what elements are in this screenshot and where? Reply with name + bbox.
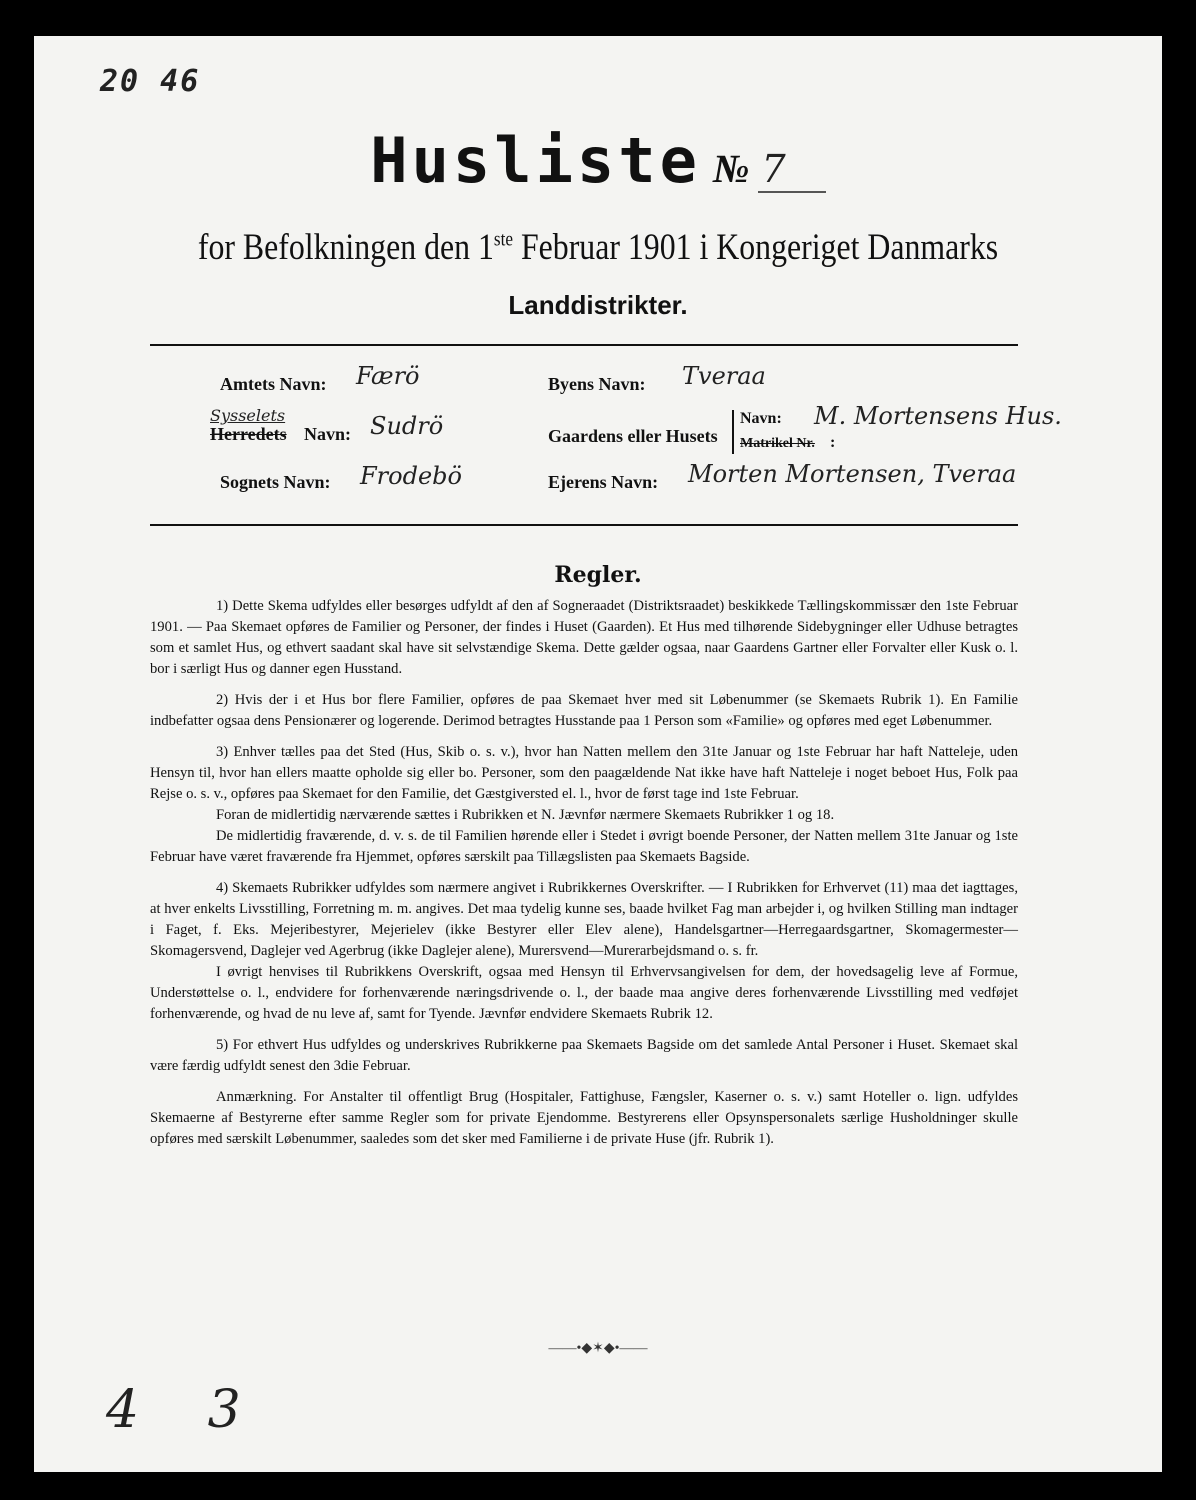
herred-label-struck: Herredets — [210, 424, 287, 444]
form-title — [34, 124, 1162, 197]
top-divider — [150, 344, 1018, 346]
number-sign: № — [712, 146, 750, 191]
sogn-label: Sognets Navn: — [220, 472, 331, 492]
landdistrikter-heading: Landdistrikter. — [508, 290, 688, 320]
remark: Anmærkning. For Anstalter til offentligt Brug (Hospitaler, Fattighuse, Fængsler, Kaserner o. s. v.) samt Hoteller o. lign. udfyldes Skemaerne af Bestyrerne efter samme Regler som for private Ejendomme. Bestyrerens eller Opsynspersonalets særlige Husholdninger skulle opføres med særskilt Løbenummer, saaledes som det sker med Familierne i de private Huse (jfr. Rubrik 1). — [150, 1089, 1018, 1147]
ejer-label: Ejerens Navn: — [548, 472, 659, 492]
rule-4: 4) Skemaets Rubrikker udfyldes som nærmere angivet i Rubrikkernes Overskrifter. — I Rubrikken for Erhvervet (11) maa det iagttages, at hver enkelts Livsstilling, Forretning m. m. angives. Det maa tydelig kunne ses, baade hvilket Fag man arbejder i, og hvilken Stilling man indtager i Faget, f. Eks. Mejeribestyrer, Mejerielev (ikke Bestyrer eller Elev alene), Handelsgartner—Herregaardsgartner, Skomagermester—Skomagersvend, Daglejer ved Agerbrug (ikke Daglejer alene), Murersvend—Murerarbejdsmand o. s. fr. — [150, 880, 1018, 959]
archive-stamp-number: 20 46 — [100, 64, 201, 99]
amt-label: Amtets Navn: — [220, 374, 327, 394]
ejer-value: Morten Mortensen, Tveraa — [688, 460, 1017, 488]
amt-value: Færö — [356, 362, 420, 390]
navn-label: Navn: — [740, 410, 782, 427]
subtitle-post: Februar 1901 i Kongeriget Danmarks — [513, 227, 999, 268]
rule-3: 3) Enhver tælles paa det Sted (Hus, Skib o. s. v.), hvor han Natten mellem den 31te Januar og 1ste Februar har haft Natteleje, uden Hensyn til, hvor han ellers maatte opholde sig eller bo. Personer, som den paagældende Nat ikke have haft Natteleje i noget beboet Hus, Folk paa Rejse o. s. v., opføres paa Skemaet for den Familie, det Gæstgiversted el. l., hvor de først tage ind 1ste Februar. — [150, 744, 1018, 802]
navn-value: M. Mortensens Hus. — [814, 402, 1062, 430]
rules-heading: Regler. — [554, 562, 642, 588]
form-subtitle — [113, 226, 1083, 269]
rule-2: 2) Hvis der i et Hus bor flere Familier, opføres de paa Skemaet hver med sit Løbenummer (se Skemaets Rubrik 1). En Familie indbefatter ogsaa dens Pensionærer og logerende. Derimod betragtes Husstande paa 1 Person som «Familie» og opføres med eget Løbenummer. — [150, 692, 1018, 729]
matrikel-colon: : — [830, 434, 836, 451]
syssel-label-handwritten: Sysselets — [210, 406, 286, 425]
census-form-page — [34, 36, 1162, 1472]
herred-navn-label: Navn: — [304, 424, 352, 444]
rule-3-note-b: De midlertidig fraværende, d. v. s. de til Familien hørende eller i Stedet i øvrigt boende Personer, der Natten mellem 31te Januar og 1ste Februar have været fraværende fra Hjemmet, opføres særskilt paa Tillægslisten paa Skemaets Bagside. — [150, 828, 1018, 865]
gaard-bracket — [732, 410, 734, 454]
matrikel-label-struck: Matrikel Nr. — [740, 436, 815, 451]
by-label: Byens Navn: — [548, 374, 646, 394]
subtitle-sup: ste — [493, 228, 514, 251]
rule-1: 1) Dette Skema udfyldes eller besørges udfyldt af den af Sogneraadet (Distriktsraadet) beskikkede Tællingskommissær den 1ste Februar 1901. — Paa Skemaet opføres de Familier og Personer, der findes i Huset (Gaarden). Et Hus med tilhørende Sidebygninger eller Udhuse betragtes som et samlet Hus, og ethvert saadant skal have sit selvstændige Skema. Dette gælder ogsaa, naar Gaardens Gartner eller Forvalter eller Kusk o. l. bor i særligt Hus og danner egen Husstand. — [150, 598, 1018, 677]
bottom-divider — [150, 524, 1018, 526]
ornament-divider: ——•◆✶◆•—— — [548, 1341, 648, 1356]
subtitle-pre: for Befolkningen den 1 — [197, 227, 494, 268]
rules-body — [150, 596, 1018, 1160]
form-title-text: Husliste — [370, 124, 701, 197]
rule-4-note: I øvrigt henvises til Rubrikkens Overskrift, ogsaa med Hensyn til Erhvervsangivelsen for dem, der hovedsagelig leve af Formue, Understøttelse o. l., endvidere for forhenværende næringsdrivende o. l., der baade maa angive deres forhenværende Livsstilling med vedføjet forhenværende, og hvad de nu leve af, samt for Tyende. Jævnfør endvidere Skemaets Rubrik 12. — [150, 964, 1018, 1022]
by-value: Tveraa — [682, 362, 766, 390]
rule-3-note-a: Foran de midlertidig nærværende sættes i Rubrikken et N. Jævnfør nærmere Skemaets Rubrikker 1 og 18. — [216, 807, 835, 823]
herred-value: Sudrö — [370, 412, 444, 440]
gaard-label: Gaardens eller Husets — [548, 426, 718, 446]
rule-5: 5) For ethvert Hus udfyldes og underskrives Rubrikkerne paa Skemaets Bagside om det samlede Antal Personer i Huset. Skemaet skal være færdig udfyldt senest den 3die Februar. — [150, 1037, 1018, 1074]
form-number: 7 — [758, 147, 826, 193]
handwritten-page-number: 4 3 — [106, 1380, 267, 1440]
sogn-value: Frodebö — [360, 462, 462, 490]
